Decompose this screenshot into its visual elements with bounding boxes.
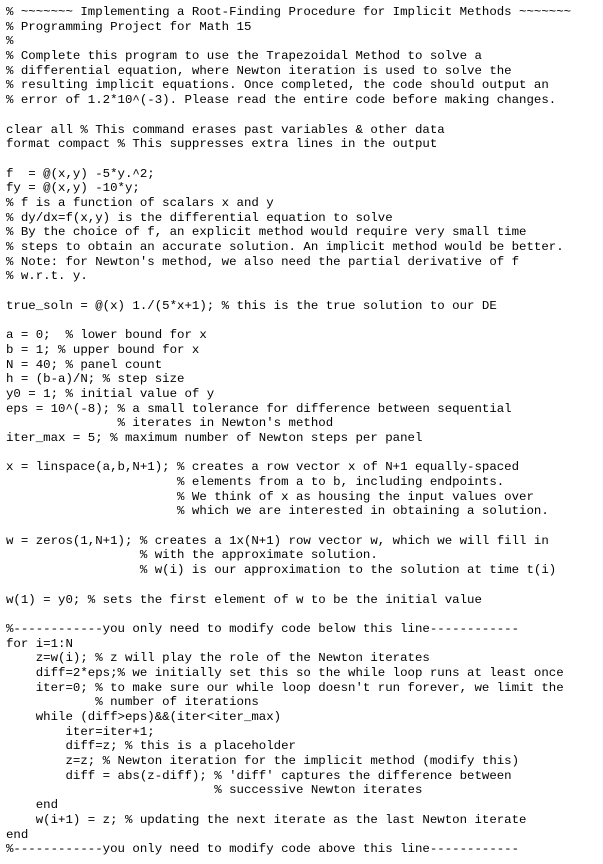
- code-line: iter=iter+1;: [6, 724, 155, 739]
- code-line: % w.r.t. y.: [6, 269, 88, 284]
- code-line: z=z; % Newton iteration for the implicit method (modify this): [6, 754, 520, 769]
- code-line: % error of 1.2*10^(-3). Please read the entire code before making changes.: [6, 93, 557, 108]
- code-line: % steps to obtain an accurate solution. An implicit method would be better.: [6, 240, 564, 254]
- code-line: z=w(i); % z will play the role of the Newton iterates: [6, 651, 430, 666]
- code-line: [6, 108, 603, 123]
- code-line: % ~~~~~~~ Implementing a Root-Finding Procedure for Implicit Methods ~~~~~~~: [6, 5, 572, 19]
- code-line: % Programming Project for Math 15: [6, 19, 252, 34]
- code-line: iter=0; % to make sure our while loop doesn't run forever, we limit the: [6, 680, 564, 695]
- code-line: % w(i) is our approximation to the solution at time t(i): [6, 563, 557, 578]
- code-line: diff=2*eps;% we initially set this so the while loop runs at least once: [6, 665, 564, 680]
- code-line: % We think of x as housing the input values over: [6, 489, 534, 504]
- code-line: y0 = 1; % initial value of y: [6, 386, 215, 401]
- code-line: x = linspace(a,b,N+1); % creates a row vector x of N+1 equally-spaced: [6, 460, 520, 475]
- code-line: w(i+1) = z; % updating the next iterate as the last Newton iterate: [6, 812, 527, 827]
- code-line: %------------you only need to modify code below this line------------: [6, 621, 520, 636]
- code-line: % with the approximate solution.: [6, 548, 378, 563]
- code-line: % Note: for Newton's method, we also need the partial derivative of f: [6, 254, 520, 269]
- code-line: % elements from a to b, including endpoints.: [6, 475, 505, 489]
- code-line: b = 1; % upper bound for x: [6, 342, 200, 357]
- code-line: end: [6, 827, 29, 842]
- code-line: format compact % This suppresses extra lines in the output: [6, 137, 438, 152]
- code-line: iter_max = 5; % maximum number of Newton steps per panel: [6, 430, 423, 445]
- code-line: %: [6, 34, 14, 49]
- code-line: % iterates in Newton's method: [6, 416, 334, 431]
- code-line: [6, 152, 603, 167]
- code-line: w = zeros(1,N+1); % creates a 1x(N+1) row vector w, which we will fill in: [6, 533, 549, 548]
- code-line: N = 40; % panel count: [6, 357, 163, 372]
- code-line: % which we are interested in obtaining a solution.: [6, 504, 549, 519]
- code-line: end: [6, 798, 59, 813]
- code-line: [6, 313, 603, 328]
- code-line: w(1) = y0; % sets the first element of w to be the initial value: [6, 592, 482, 607]
- code-line: a = 0; % lower bound for x: [6, 328, 207, 343]
- code-line: [6, 607, 603, 622]
- code-line: true_soln = @(x) 1./(5*x+1); % this is the true solution to our DE: [6, 298, 497, 313]
- code-line: f = @(x,y) -5*y.^2;: [6, 166, 155, 181]
- code-line: % number of iterations: [6, 695, 259, 710]
- code-line: [6, 519, 603, 534]
- code-line: diff = abs(z-diff); % 'diff' captures the difference between: [6, 768, 512, 783]
- code-line: [6, 446, 603, 461]
- code-line: clear all % This command erases past variables & other data: [6, 122, 445, 137]
- code-line: % f is a function of scalars x and y: [6, 195, 274, 210]
- code-line: eps = 10^(-8); % a small tolerance for difference between sequential: [6, 401, 512, 416]
- code-line: h = (b-a)/N; % step size: [6, 372, 185, 387]
- code-line: fy = @(x,y) -10*y;: [6, 181, 140, 196]
- code-listing: [6, 5, 603, 857]
- code-line: while (diff>eps)&&(iter<iter_max): [6, 710, 282, 724]
- code-line: [6, 284, 603, 299]
- code-line: %------------you only need to modify code above this line------------: [6, 842, 520, 857]
- code-line: for i=1:N: [6, 636, 73, 651]
- code-line: % successive Newton iterates: [6, 783, 423, 798]
- code-line: [6, 578, 603, 593]
- code-line: diff=z; % this is a placeholder: [6, 739, 296, 754]
- code-line: % differential equation, where Newton iteration is used to solve the: [6, 63, 512, 78]
- code-line: % By the choice of f, an explicit method would require very small time: [6, 225, 527, 240]
- code-line: % resulting implicit equations. Once completed, the code should output an: [6, 78, 549, 93]
- code-line: % Complete this program to use the Trapezoidal Method to solve a: [6, 49, 482, 64]
- code-line: % dy/dx=f(x,y) is the differential equation to solve: [6, 210, 393, 225]
